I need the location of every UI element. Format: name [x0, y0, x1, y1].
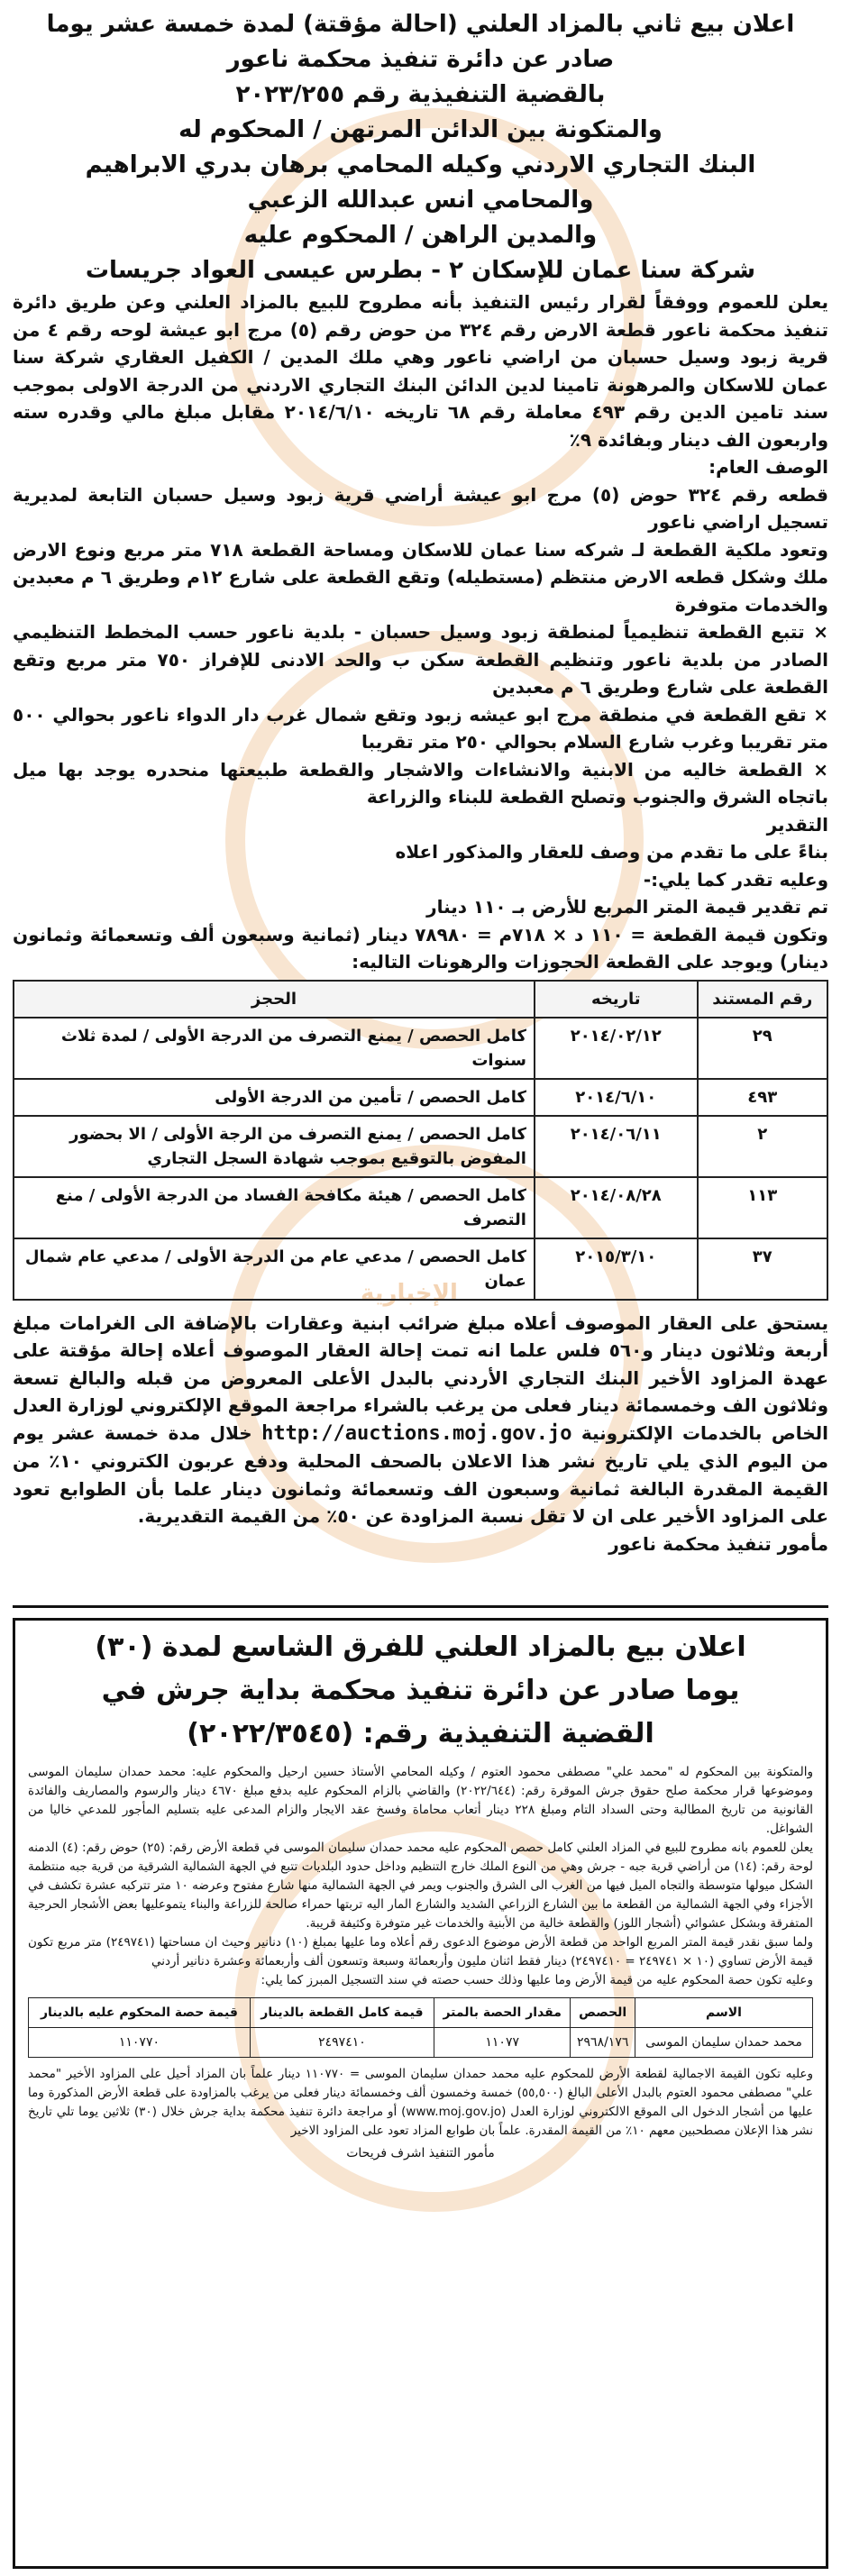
bullet-item: × تتبع القطعة تنظيمياً لمنطقة زبود وسيل حسبان - بلدية ناعور حسب المخطط التنظيمي الصادر من بلدية ناعور وتنظيم القطعة سكن ب والحد الادنى للإفراز ٧٥٠ متر مربع وتقع القطعة على شارع وطريق ٦ م معبدين [13, 621, 829, 698]
valuation-label: التقدير [766, 813, 828, 836]
doc-number-cell: ٣٧ [698, 1238, 827, 1300]
doc-number-cell: ٢ [698, 1116, 827, 1177]
heading-line: بالقضية التنفيذية رقم ٢٠٢٣/٢٥٥ [235, 81, 606, 108]
column-header: مقدار الحصة بالمتر [434, 1998, 570, 2028]
heading-line: والمحامي انس عبدالله الزعبي [247, 187, 594, 214]
heading-line: صادر عن دائرة تنفيذ محكمة ناعور [226, 46, 615, 73]
bullet-item: × القطعة خاليه من الابنية والانشاءات والاشجار والقطعة طبيعتها منحدره يوجد بها ميل باتجاه الشرق والجنوب وتصلح القطعة للبناء والزراعة [13, 758, 828, 808]
closing-text: خلال مدة خمسة عشر يوم من اليوم الذي يلي تاريخ نشر هذا الاعلان بالصحف المحلية ودفع عربون الكتروني ١٠٪ من القيمة المقدرة البالغة ثمانية وسبعون الف وتسعمائة وثمانون دينار علما بأن الطوابع تعود على المزاود الأخير على ان لا تقل نسبة المزاودة عن ٥٠٪ من القيمة التقديرية. [13, 1421, 828, 1527]
date-cell: ٢٠١٤/٠٦/١١ [535, 1116, 698, 1177]
auction-notice-jerash [13, 1618, 828, 2569]
seizure-cell: كامل الحصص / هيئة مكافحة الفساد من الدرجة الأولى / منع التصرف [14, 1177, 535, 1238]
column-header: تاريخه [535, 981, 698, 1018]
table-header-row [29, 1998, 813, 2028]
table-row [14, 1116, 827, 1177]
table-header-row [14, 981, 827, 1018]
heading-line: البنك التجاري الاردني وكيله المحامي برهان بدري الابراهيم [85, 151, 756, 178]
encumbrances-table [13, 980, 828, 1301]
heading-line: اعلان بيع بالمزاد العلني للفرق الشاسع لمدة (٣٠) [95, 1631, 746, 1663]
notice-separator [13, 1605, 828, 1608]
share-area-cell: ١١٠٧٧ [434, 2028, 570, 2058]
share-intro: وعليه تكون حصة المحكوم عليه من قيمة الأرض وما عليها وذلك حسب حصته في سند التسجيل المبرز كما يلي: [261, 1973, 813, 1987]
share-value-cell: ١١٠٧٧٠ [29, 2028, 251, 2058]
heading-line: اعلان بيع ثاني بالمزاد العلني (احالة مؤقتة) لمدة خمسة عشر يوما [46, 11, 795, 38]
column-header: الحصص [571, 1998, 635, 2028]
column-header: قيمة حصة المحكوم عليه بالدينار [29, 1998, 251, 2028]
signature: مأمور التنفيذ اشرف فريحات [346, 2146, 495, 2160]
valuation-line: وعليه تقدر كما يلي:- [643, 868, 828, 891]
seizure-cell: كامل الحصص / يمنع التصرف من الرجة الأولى / الا بحضور المفوض بالتوقيع بموجب شهادة السجل التجاري [14, 1116, 535, 1177]
closing-text: يستحق على العقار الموصوف أعلاه مبلغ ضرائب ابنية وعقارات بالإضافة الى الغرامات مبلغ أربعة وثلاثون دينار و٥٦٠ فلس علما انه تمت إحالة العقار الموصوف أعلاه إحالة مؤقتة على عهدة المزاود الأخير البنك التجاري الأردني بالبدل الأعلى المعروض من قبله والبالغ تسعة وثلاثون الف وخمسمائة دينار فعلى من يرغب بالشراء مراجعة الموقع الإلكتروني لوزارة العدل الخاص بالخدمات الإلكترونية [12, 1311, 829, 1444]
valuation-line: بناءً على ما تقدم من وصف للعقار والمذكور اعلاه [395, 841, 828, 863]
column-header: قيمة كامل القطعة بالدينار [250, 1998, 434, 2028]
watermark-text: الإخبارية [361, 1280, 458, 1307]
signature: مأمور تنفيذ محكمة ناعور [608, 1532, 828, 1555]
share-table [28, 1997, 813, 2058]
date-cell: ٢٠١٥/٣/١٠ [535, 1238, 698, 1300]
seizure-cell: كامل الحصص / مدعي عام من الدرجة الأولى / مدعي عام شمال عمان [14, 1238, 535, 1300]
date-cell: ٢٠١٤/٠٨/٢٨ [535, 1177, 698, 1238]
valuation-line: تم تقدير قيمة المتر المربع للأرض بـ ١١٠ دينار [426, 896, 828, 918]
seizure-cell: كامل الحصص / تأمين من الدرجة الأولى [14, 1079, 535, 1116]
column-header: الحجز [14, 981, 535, 1018]
column-header: رقم المستند [698, 981, 827, 1018]
intro-paragraph: يعلن للعموم ووفقاً لقرار رئيس التنفيذ بأنه مطروح للبيع بالمزاد العلني وعن طريق دائرة تنفيذ محكمة ناعور قطعة الارض رقم ٣٢٤ من حوض رقم (٥) مرج ابو عيشة لوحه رقم ٤ من قرية زبود وسيل حسبان من اراضي ناعور وهي ملك المدين / الكفيل العقاري شركة سنا عمان للاسكان والمرهونة تامينا لدين الدائن البنك التجاري الاردني من الدرجة الاولى بموجب سند تامين الدين رقم ٤٩٣ معاملة رقم ٦٨ تاريخه ٢٠١٤/٦/١٠ مقابل مبلغ مالي وقدره سته واربعون الف دينار وبفائدة ٩٪ [13, 291, 828, 451]
general-description-label: الوصف العام: [708, 456, 828, 478]
table-row [29, 2028, 813, 2058]
heading-line: شركة سنا عمان للإسكان ٢ - بطرس عيسى العواد جريسات [85, 257, 756, 284]
column-header: الاسم [635, 1998, 812, 2028]
seizure-cell: كامل الحصص / يمنع التصرف من الدرجة الأولى / لمدة ثلاث سنوات [14, 1018, 535, 1079]
table-row [14, 1177, 827, 1238]
auction-notice-naour [13, 7, 828, 1603]
closing-paragraph: وعليه تكون القيمة الاجمالية لقطعة الأرض للمحكوم عليه محمد حمدان سليمان الموسى = ١١٠٧٧٠ دينار علماً بان المزاد أحيل على المزاود الأخير "محمد علي" مصطفى محمود العتوم بالبدل الأعلى البالغ (٥٥,٥٠٠) خمسة وخمسون ألف وخمسمائة دينار فعلى من يرغب بالمزاودة على قطعة الأرض المذكورة وما عليها من أشجار الدخول الى الموقع الالكتروني لوزارة العدل (www.moj.gov.jo) أو مراجعة دائرة تنفيذ محكمة بداية جرش خلال (٣٠) ثلاثين يوما تلي تاريخ نشر هذا الإعلان مصطحبين معهم ١٠٪ من القيمة المقدرة. علماً بان طوابع المزاد تعود على المزاود الاخير [28, 2067, 813, 2138]
heading-line: والمتكونة بين الدائن المرتهن / المحكوم له [178, 116, 663, 143]
doc-number-cell: ٤٩٣ [698, 1079, 827, 1116]
valuation-paragraph: ولما سبق نقدر قيمة المتر المربع الواحد من قطعة الأرض موضوع الدعوى رقم أعلاه وما عليها بمبلغ (١٠) دنانير وحيث ان مساحتها (٢٤٩٧٤١) متر مربع تكون قيمة الأرض تساوي (١٠ × ٢٤٩٧٤١ = ٢٤٩٧٤١٠) دينار فقط اثنان مليون وأربعمائة وسبعة وتسعون ألف وأربعمائة وعشرة دنانير أردني [28, 1935, 814, 1969]
valuation-line: وتكون قيمة القطعة = ١١٠ د × ٧١٨م = ٧٨٩٨٠ دينار (ثمانية وسبعون ألف وتسعمائة وثمانون دينار) ويوجد على القطعة الحجوزات والرهونات التاليه: [13, 923, 828, 973]
property-paragraph: يعلن للعموم بانه مطروح للبيع في المزاد العلني كامل حصص المحكوم عليه محمد حمدان سليمان الموسى في قطعة الأرض رقم: (٢٥) حوض رقم: (٤) الدمنه لوحة رقم: (١٤) من أراضي قرية جبه - جرش وهي من النوع الملك خارج التنظيم وداخل حدود البلديات تتبع في الجهة الشمالية الشرقية من قرية جبه منتظمة الشكل ميولها متوسطة والتجاه الميل فيها من الغرب الى الشرق والجنوب ويمر في الجهة الشمالية منها شارع مفتوح وعرضه ١٠ متر تتركبه عشرة تكشف في الأجزاء وفي الجهة الشمالية من القطعة ما بين الشارع الزراعي الشديد والشارع المار اليه تربتها حمراء صالحة للزراعة والبناء يتموعليها بعض الأشجار الحرجية المتفرقة وبشكل عشوائي (أشجار اللوز) والقطعة خالية من الأبنية والخدمات غير متوفرة وكثيفة قريبة. [28, 1841, 813, 1931]
table-row [14, 1079, 827, 1116]
general-description: قطعه رقم ٣٢٤ حوض (٥) مرج ابو عيشة أراضي قرية زبود وسيل حسبان التابعة لمديرية تسجيل اراضي ناعور [13, 483, 828, 533]
closing-paragraph [13, 1310, 828, 1530]
table-row [14, 1018, 827, 1079]
auctions-url-link[interactable]: http://auctions.moj.gov.jo [261, 1421, 572, 1445]
bullet-item: × تقع القطعة في منطقة مرج ابو عيشه زبود وتقع شمال غرب دار الدواء ناعور بحوالي ٥٠٠ متر تقريبا وغرب شارع السلام بحوالي ٢٥٠ متر تقريبا [13, 703, 828, 753]
name-cell: محمد حمدان سليمان الموسى [635, 2028, 812, 2058]
doc-number-cell: ١١٣ [698, 1177, 827, 1238]
table-row [14, 1238, 827, 1300]
shares-cell: ٢٩٦٨/١٧٦ [571, 2028, 635, 2058]
doc-number-cell: ٢٩ [698, 1018, 827, 1079]
notice-heading [28, 1626, 813, 1756]
heading-line: القضية التنفيذية رقم: (٢٠٢٢/٣٥٤٥) [187, 1718, 654, 1749]
parties-paragraph: والمتكونة بين المحكوم له "محمد علي" مصطفى محمود العتوم / وكيله المحامي الأستاذ حسين ارحيل والمحكوم عليه: محمد حمدان سليمان الموسى وموضوعها قرار محكمة صلح حقوق جرش الموقرة رقم: (٢٠٢٢/٦٤٤) والقاضي بالزام المحكوم عليه بدفع مبلغ ٤٦٧٠ دينار والرسوم والمصاريف والفائدة القانونية من تاريخ المطالبة وحتى السداد التام ومبلغ ٢٢٨ دينار أتعاب محاماة وفسخ عقد الايجار والزام المدعى عليه بتسليم المأجور للمدعي خاليا من الشواغل. [28, 1765, 813, 1836]
full-value-cell: ٢٤٩٧٤١٠ [250, 2028, 434, 2058]
heading-line: والمدين الراهن / المحكوم عليه [243, 222, 598, 249]
heading-line: يوما صادر عن دائرة تنفيذ محكمة بداية جرش في [101, 1675, 740, 1706]
notice-heading [13, 7, 828, 288]
date-cell: ٢٠١٤/٠٢/١٢ [535, 1018, 698, 1079]
ownership-paragraph: وتعود ملكية القطعة لـ شركه سنا عمان للاسكان ومساحة القطعة ٧١٨ متر مربع ونوع الارض ملك وشكل قطعه الارض منتظم (مستطيله) وتقع القطعة على شارع ١٢م وطريق ٦ م معبدين والخدمات متوفرة [13, 538, 828, 616]
date-cell: ٢٠١٤/٦/١٠ [535, 1079, 698, 1116]
